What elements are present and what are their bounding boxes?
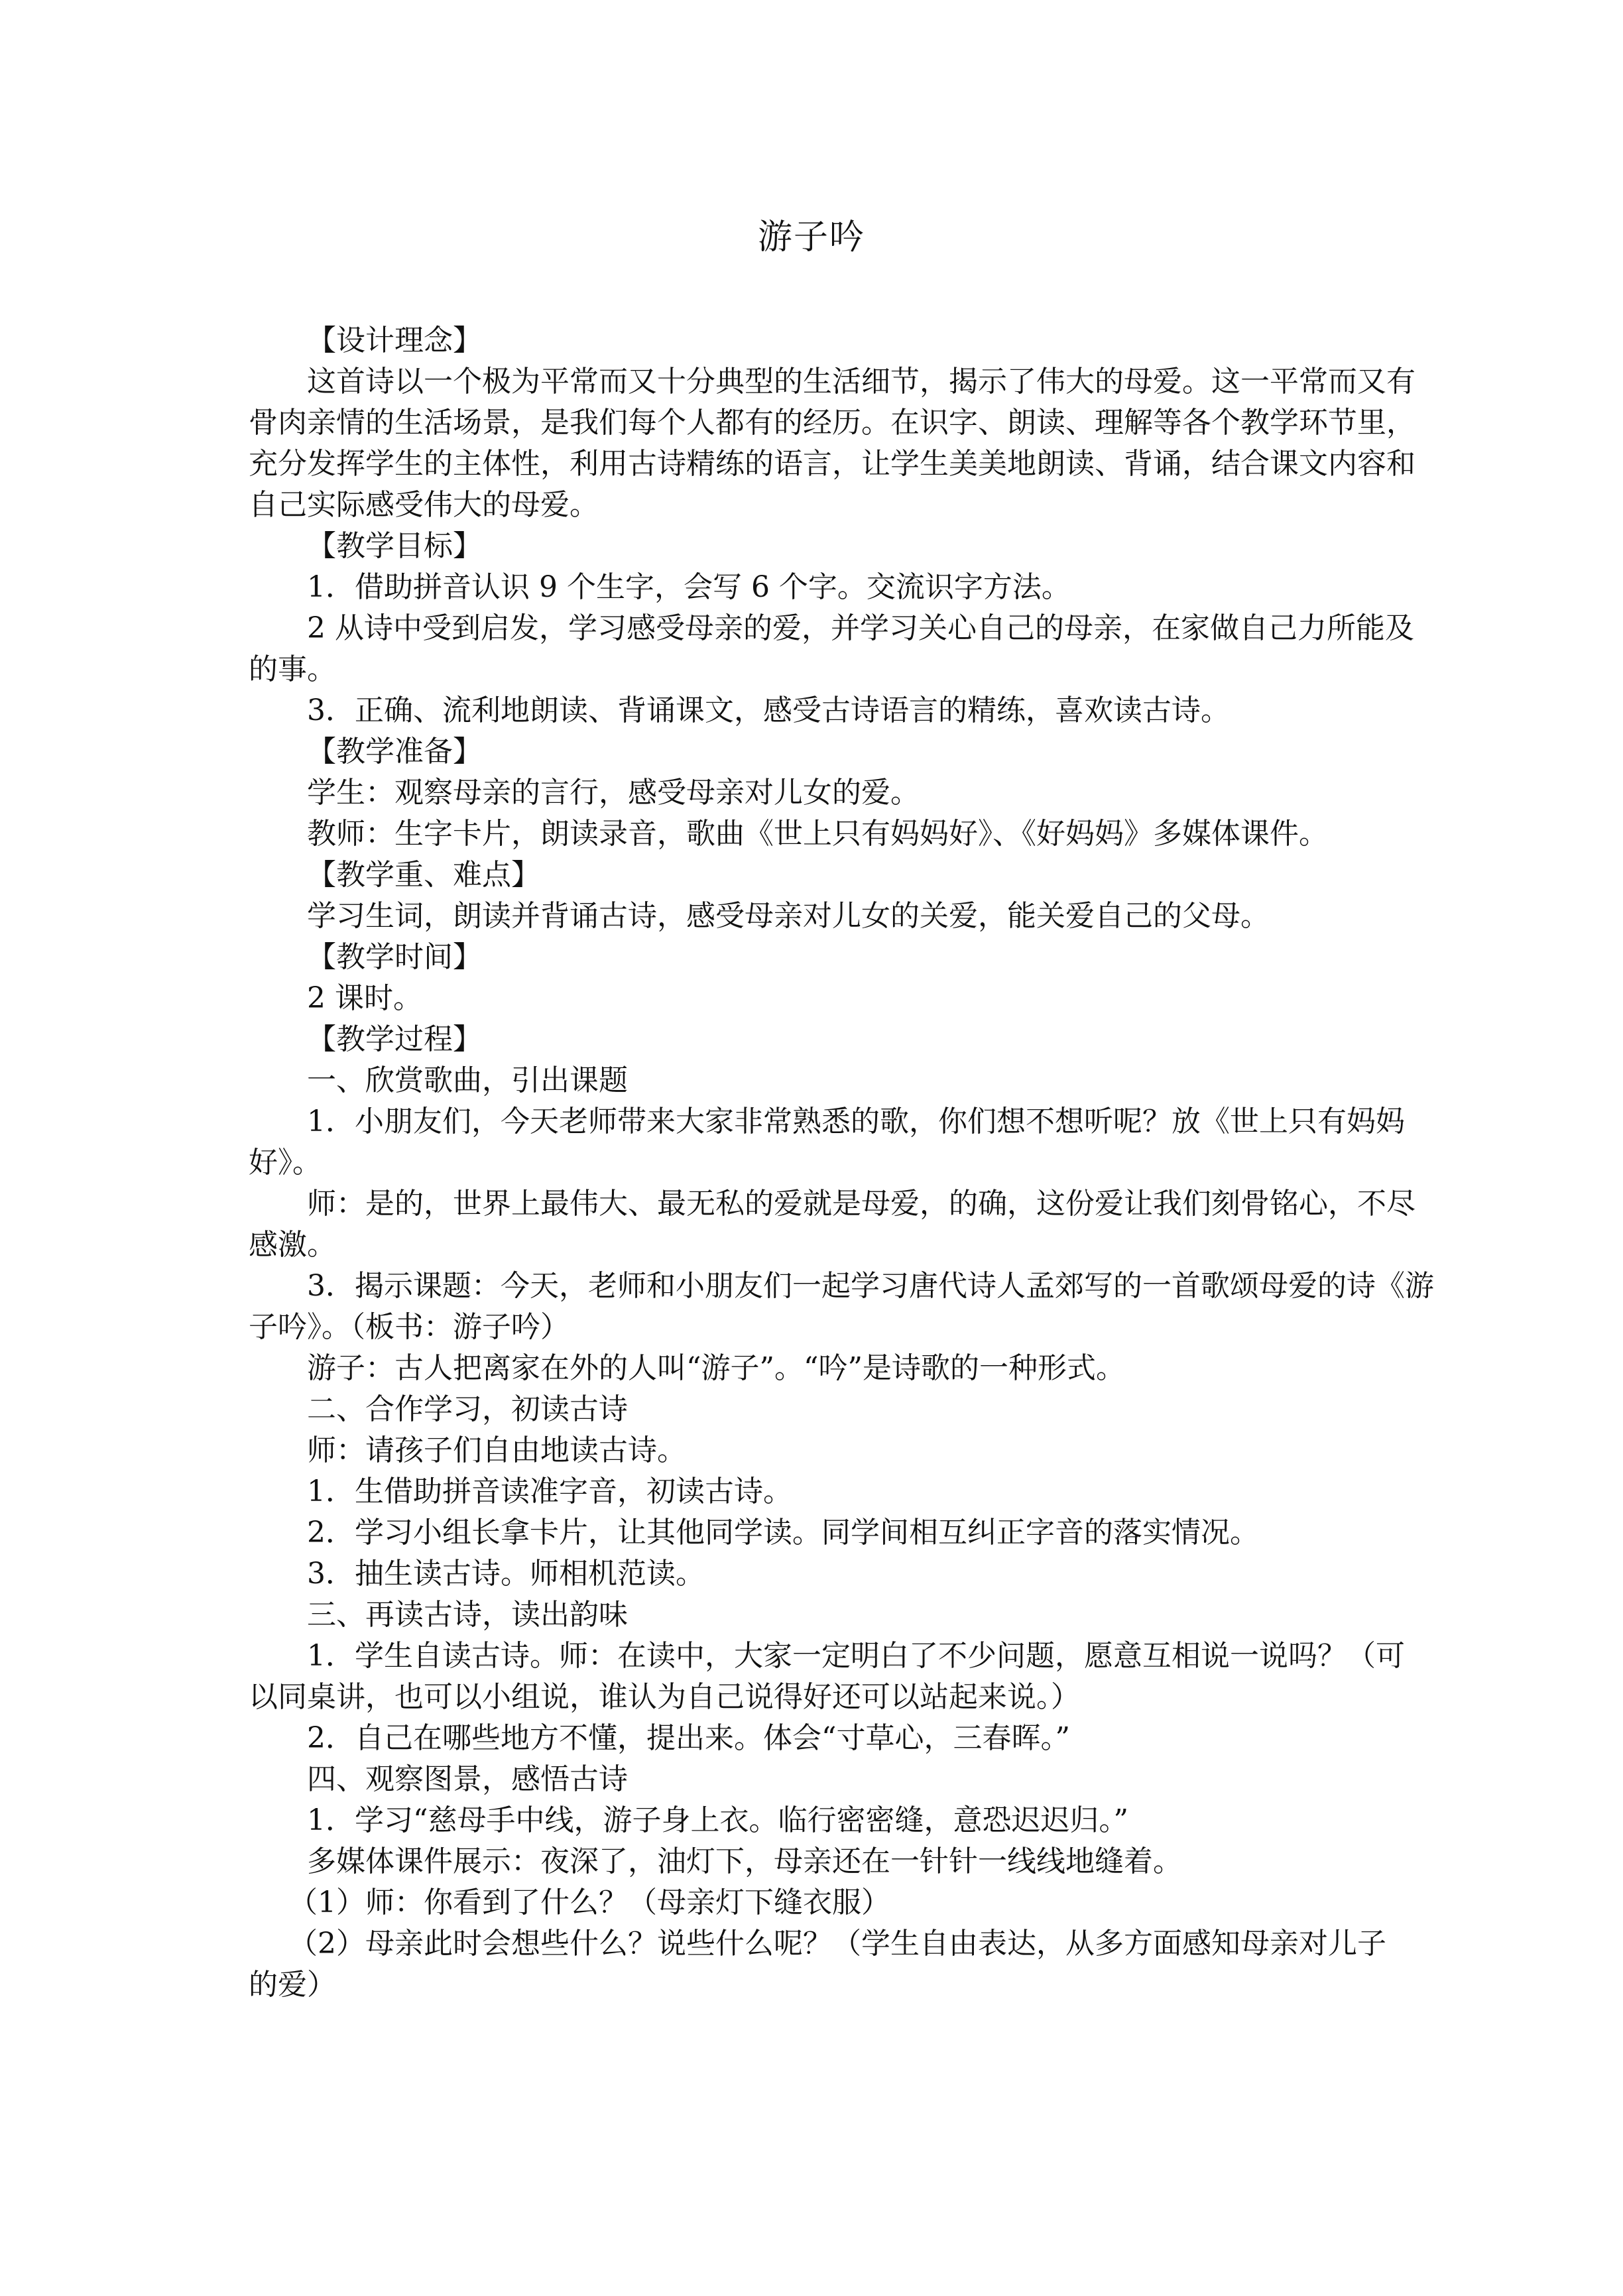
text-line: 3．揭示课题：今天，老师和小朋友们一起学习唐代诗人孟郊写的一首歌颂母爱的诗《游 — [307, 1269, 1434, 1303]
text-line: 【教学过程】 — [307, 1022, 482, 1056]
text-line: （1）师：你看到了什么？（母亲灯下缝衣服） — [288, 1886, 890, 1919]
text-line: 【教学重、难点】 — [307, 858, 540, 892]
text-line: 三、再读古诗，读出韵味 — [307, 1598, 628, 1632]
text-line: 2 课时。 — [307, 981, 422, 1015]
text-line: 1．生借助拼音读准字音，初读古诗。 — [307, 1475, 792, 1508]
text-line: 学习生词，朗读并背诵古诗，感受母亲对儿女的关爱，能关爱自己的父母。 — [307, 899, 1270, 933]
text-line: 充分发挥学生的主体性，利用古诗精练的语言，让学生美美地朗读、背诵，结合课文内容和 — [249, 447, 1415, 481]
text-line: 四、观察图景，感悟古诗 — [307, 1762, 628, 1796]
text-line: 2．学习小组长拿卡片，让其他同学读。同学间相互纠正字音的落实情况。 — [307, 1516, 1259, 1549]
text-line: 教师：生字卡片，朗读录音，歌曲《世上只有妈妈好》、《好妈妈》多媒体课件。 — [307, 817, 1328, 851]
document-title: 游子吟 — [757, 217, 865, 257]
text-line: 1．借助拼音认识 9 个生字，会写 6 个字。交流识字方法。 — [307, 570, 1071, 604]
text-line: 子吟》。（板书：游子吟） — [249, 1310, 570, 1344]
text-line: 3．抽生读古诗。师相机范读。 — [307, 1557, 705, 1591]
text-line: 的爱） — [249, 1968, 336, 2002]
text-line: 以同桌讲，也可以小组说，谁认为自己说得好还可以站起来说。） — [249, 1680, 1080, 1714]
text-line: 1．小朋友们，今天老师带来大家非常熟悉的歌，你们想不想听呢？放《世上只有妈妈 — [307, 1105, 1405, 1138]
text-line: 2 从诗中受到启发，学习感受母亲的爱，并学习关心自己的母亲，在家做自己力所能及 — [307, 611, 1414, 645]
text-line: 的事。 — [249, 652, 336, 686]
text-line: 骨肉亲情的生活场景，是我们每个人都有的经历。在识字、朗读、理解等各个教学环节里， — [249, 406, 1415, 440]
text-line: 师：请孩子们自由地读古诗。 — [307, 1433, 686, 1467]
text-line: 2．自己在哪些地方不懂，提出来。体会“寸草心，三春晖。” — [307, 1721, 1070, 1755]
text-line: 1．学习“慈母手中线，游子身上衣。临行密密缝，意恐迟迟归。” — [307, 1803, 1128, 1837]
text-line: 【教学准备】 — [307, 735, 482, 768]
text-line: 学生：观察母亲的言行，感受母亲对儿女的爱。 — [307, 776, 920, 810]
text-line: 好》。 — [249, 1146, 322, 1179]
document-body — [249, 320, 1434, 2006]
text-line: 游子：古人把离家在外的人叫“游子”。“吟”是诗歌的一种形式。 — [307, 1351, 1125, 1385]
text-line: 二、合作学习，初读古诗 — [307, 1392, 628, 1426]
text-line: 一、欣赏歌曲，引出课题 — [307, 1063, 628, 1097]
text-line: 3．正确、流利地朗读、背诵课文，感受古诗语言的精练，喜欢读古诗。 — [307, 694, 1230, 727]
text-line: 感激。 — [249, 1228, 336, 1262]
text-line: 【教学时间】 — [307, 940, 482, 974]
text-line: 1．学生自读古诗。师：在读中，大家一定明白了不少问题，愿意互相说一说吗？（可 — [307, 1639, 1405, 1673]
text-line: 师：是的，世界上最伟大、最无私的爱就是母爱，的确，这份爱让我们刻骨铭心，不尽 — [307, 1187, 1415, 1221]
text-line: 多媒体课件展示：夜深了，油灯下，母亲还在一针针一线线地缝着。 — [307, 1844, 1182, 1878]
text-line: 这首诗以一个极为平常而又十分典型的生活细节，揭示了伟大的母爱。这一平常而又有 — [307, 365, 1415, 398]
text-line: （2）母亲此时会想些什么？说些什么呢？（学生自由表达，从多方面感知母亲对儿子 — [288, 1927, 1386, 1961]
text-line: 自己实际感受伟大的母爱。 — [249, 488, 599, 522]
text-line: 【设计理念】 — [307, 324, 482, 357]
text-line: 【教学目标】 — [307, 529, 482, 563]
